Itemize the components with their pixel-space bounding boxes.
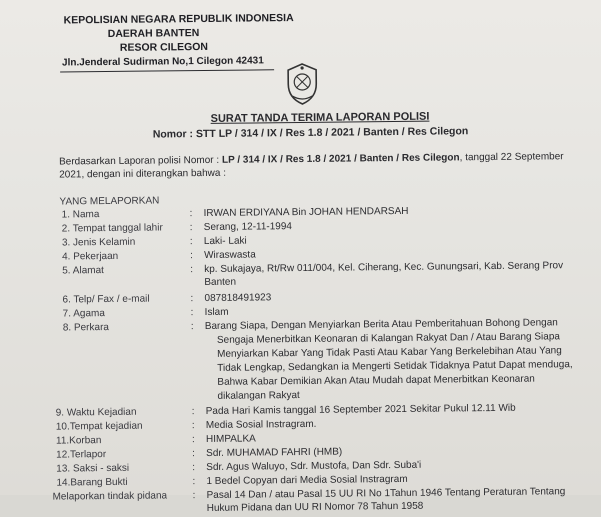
header-divider: [60, 69, 274, 72]
agency-name: KEPOLISIAN NEGARA REPUBLIK INDONESIA: [63, 12, 294, 27]
colon: :: [189, 208, 193, 220]
colon: :: [192, 462, 196, 474]
colon: :: [191, 420, 195, 432]
reporter-heading: YANG MELAPORKAN: [59, 195, 160, 208]
label-tindak-pidana: Melaporkan tindak pidana: [52, 490, 168, 503]
value-nama: IRWAN ERDIYANA Bin JOHAN HENDARSAH: [203, 205, 409, 220]
agency-address: Jln.Jenderal Sudirman No,1 Cilegon 42431: [61, 55, 264, 69]
colon: :: [192, 490, 196, 502]
value-terlapor: Sdr. MUHAMAD FAHRI (HMB): [206, 446, 343, 459]
label-perkara: 8. Perkara: [62, 322, 109, 334]
colon: :: [190, 321, 194, 333]
label-telp: 6. Telp/ Fax / e-mail: [62, 293, 150, 306]
label-saksi: 13. Saksi - saksi: [56, 462, 130, 475]
colon: :: [189, 250, 193, 262]
colon: :: [192, 476, 196, 488]
intro-text: Berdasarkan Laporan polisi Nomor :: [59, 154, 222, 168]
label-jenis-kelamin: 3. Jenis Kelamin: [61, 236, 136, 249]
value-perkara-line-4: Tidak Lengkap, Sedangkan ia Mengerti Setidak Tidaknya Patut Dapat menduga,: [217, 359, 573, 374]
colon: :: [191, 406, 195, 418]
document-title: SURAT TANDA TERIMA LAPORAN POLISI: [210, 110, 430, 125]
value-perkara-line-6: dikalangan Rakyat: [217, 390, 300, 402]
value-korban: HIMPALKA: [205, 433, 256, 445]
document-number: Nomor : STT LP / 314 / IX / Res 1.8 / 2021 / Banten / Res Cilegon: [152, 125, 469, 141]
label-terlapor: 12.Terlapor: [56, 449, 107, 461]
value-jenis-kelamin: Laki- Laki: [203, 235, 247, 248]
police-emblem-icon: [282, 62, 322, 106]
value-saksi: Sdr. Agus Waluyo, Sdr. Mustofa, Dan Sdr. Suba'i: [206, 459, 422, 473]
colon: :: [190, 293, 194, 305]
resort-name: RESOR CILEGON: [119, 40, 209, 54]
value-alamat: kp. Sukajaya, Rt/Rw 011/004, Kel. Ciherang, Kec. Gunungsari, Kab. Serang Prov: [204, 260, 564, 276]
value-telp: 087818491923: [204, 292, 272, 305]
label-korban: 11.Korban: [55, 435, 102, 447]
value-perkara-line-3: Menyiarkan Kabar Yang Tidak Pasti Atau Kabar Yang Berkelebihan Atau Yang: [217, 345, 562, 360]
colon: :: [192, 448, 195, 460]
colon: :: [190, 264, 194, 276]
label-agama: 7. Agama: [62, 308, 105, 320]
label-nama: 1. Nama: [61, 209, 100, 221]
value-ttl: Serang, 12-11-1994: [203, 221, 293, 234]
value-alamat-cont: Banten: [204, 276, 237, 289]
value-perkara: Barang Siapa, Dengan Menyiarkan Berita Atau Pemberitahuan Bohong Dengan: [204, 317, 558, 333]
value-tempat-kejadian: Media Sosial Instragram.: [205, 418, 317, 431]
label-tempat-kejadian: 10.Tempat kejadian: [55, 420, 143, 433]
colon: :: [189, 236, 193, 248]
label-ttl: 2. Tempat tanggal lahir: [61, 222, 163, 235]
label-alamat: 5. Alamat: [62, 265, 104, 277]
value-perkara-line-2: Sengaja Menerbitkan Keonaran di Kalangan Rakyat Dan / Atau Barang Siapa: [216, 331, 560, 346]
colon: :: [191, 434, 195, 446]
colon: :: [190, 307, 194, 319]
label-waktu-kejadian: 9. Waktu Kejadian: [55, 406, 137, 419]
label-barang-bukti: 14.Barang Bukti: [56, 476, 128, 489]
value-waktu-kejadian: Pada Hari Kamis tanggal 16 September 2021 Sekitar Pukul 12.11 Wib: [205, 402, 516, 417]
value-pekerjaan: Wiraswasta: [203, 249, 256, 262]
label-pekerjaan: 4. Pekerjaan: [62, 250, 119, 263]
value-tindak-pidana: Pasal 14 Dan / atau Pasal 15 UU RI No 1Tahun 1946 Tentang Peraturan Tentang: [206, 486, 566, 501]
intro-line-1: [59, 150, 564, 168]
value-perkara-line-5: Bahwa Kabar Demikian Akan Atau Mudah dapat Menerbitkan Keonaran: [217, 373, 535, 388]
region-name: DAERAH BANTEN: [107, 27, 200, 41]
value-barang-bukti: 1 Bedel Copyan dari Media Sosial Instragram: [206, 473, 408, 487]
intro-date: , tanggal 22 September: [459, 151, 564, 164]
intro-line-2: 2021, dengan ini diterangkan bahwa :: [59, 167, 227, 181]
value-agama: Islam: [204, 306, 229, 319]
value-tindak-pidana-cont: Hukum Pidana dan UU RI Nomor 78 Tahun 1958: [206, 500, 424, 514]
intro-reference: LP / 314 / IX / Res 1.8 / 2021 / Banten / Res Cilegon: [221, 152, 460, 166]
colon: :: [189, 222, 193, 234]
